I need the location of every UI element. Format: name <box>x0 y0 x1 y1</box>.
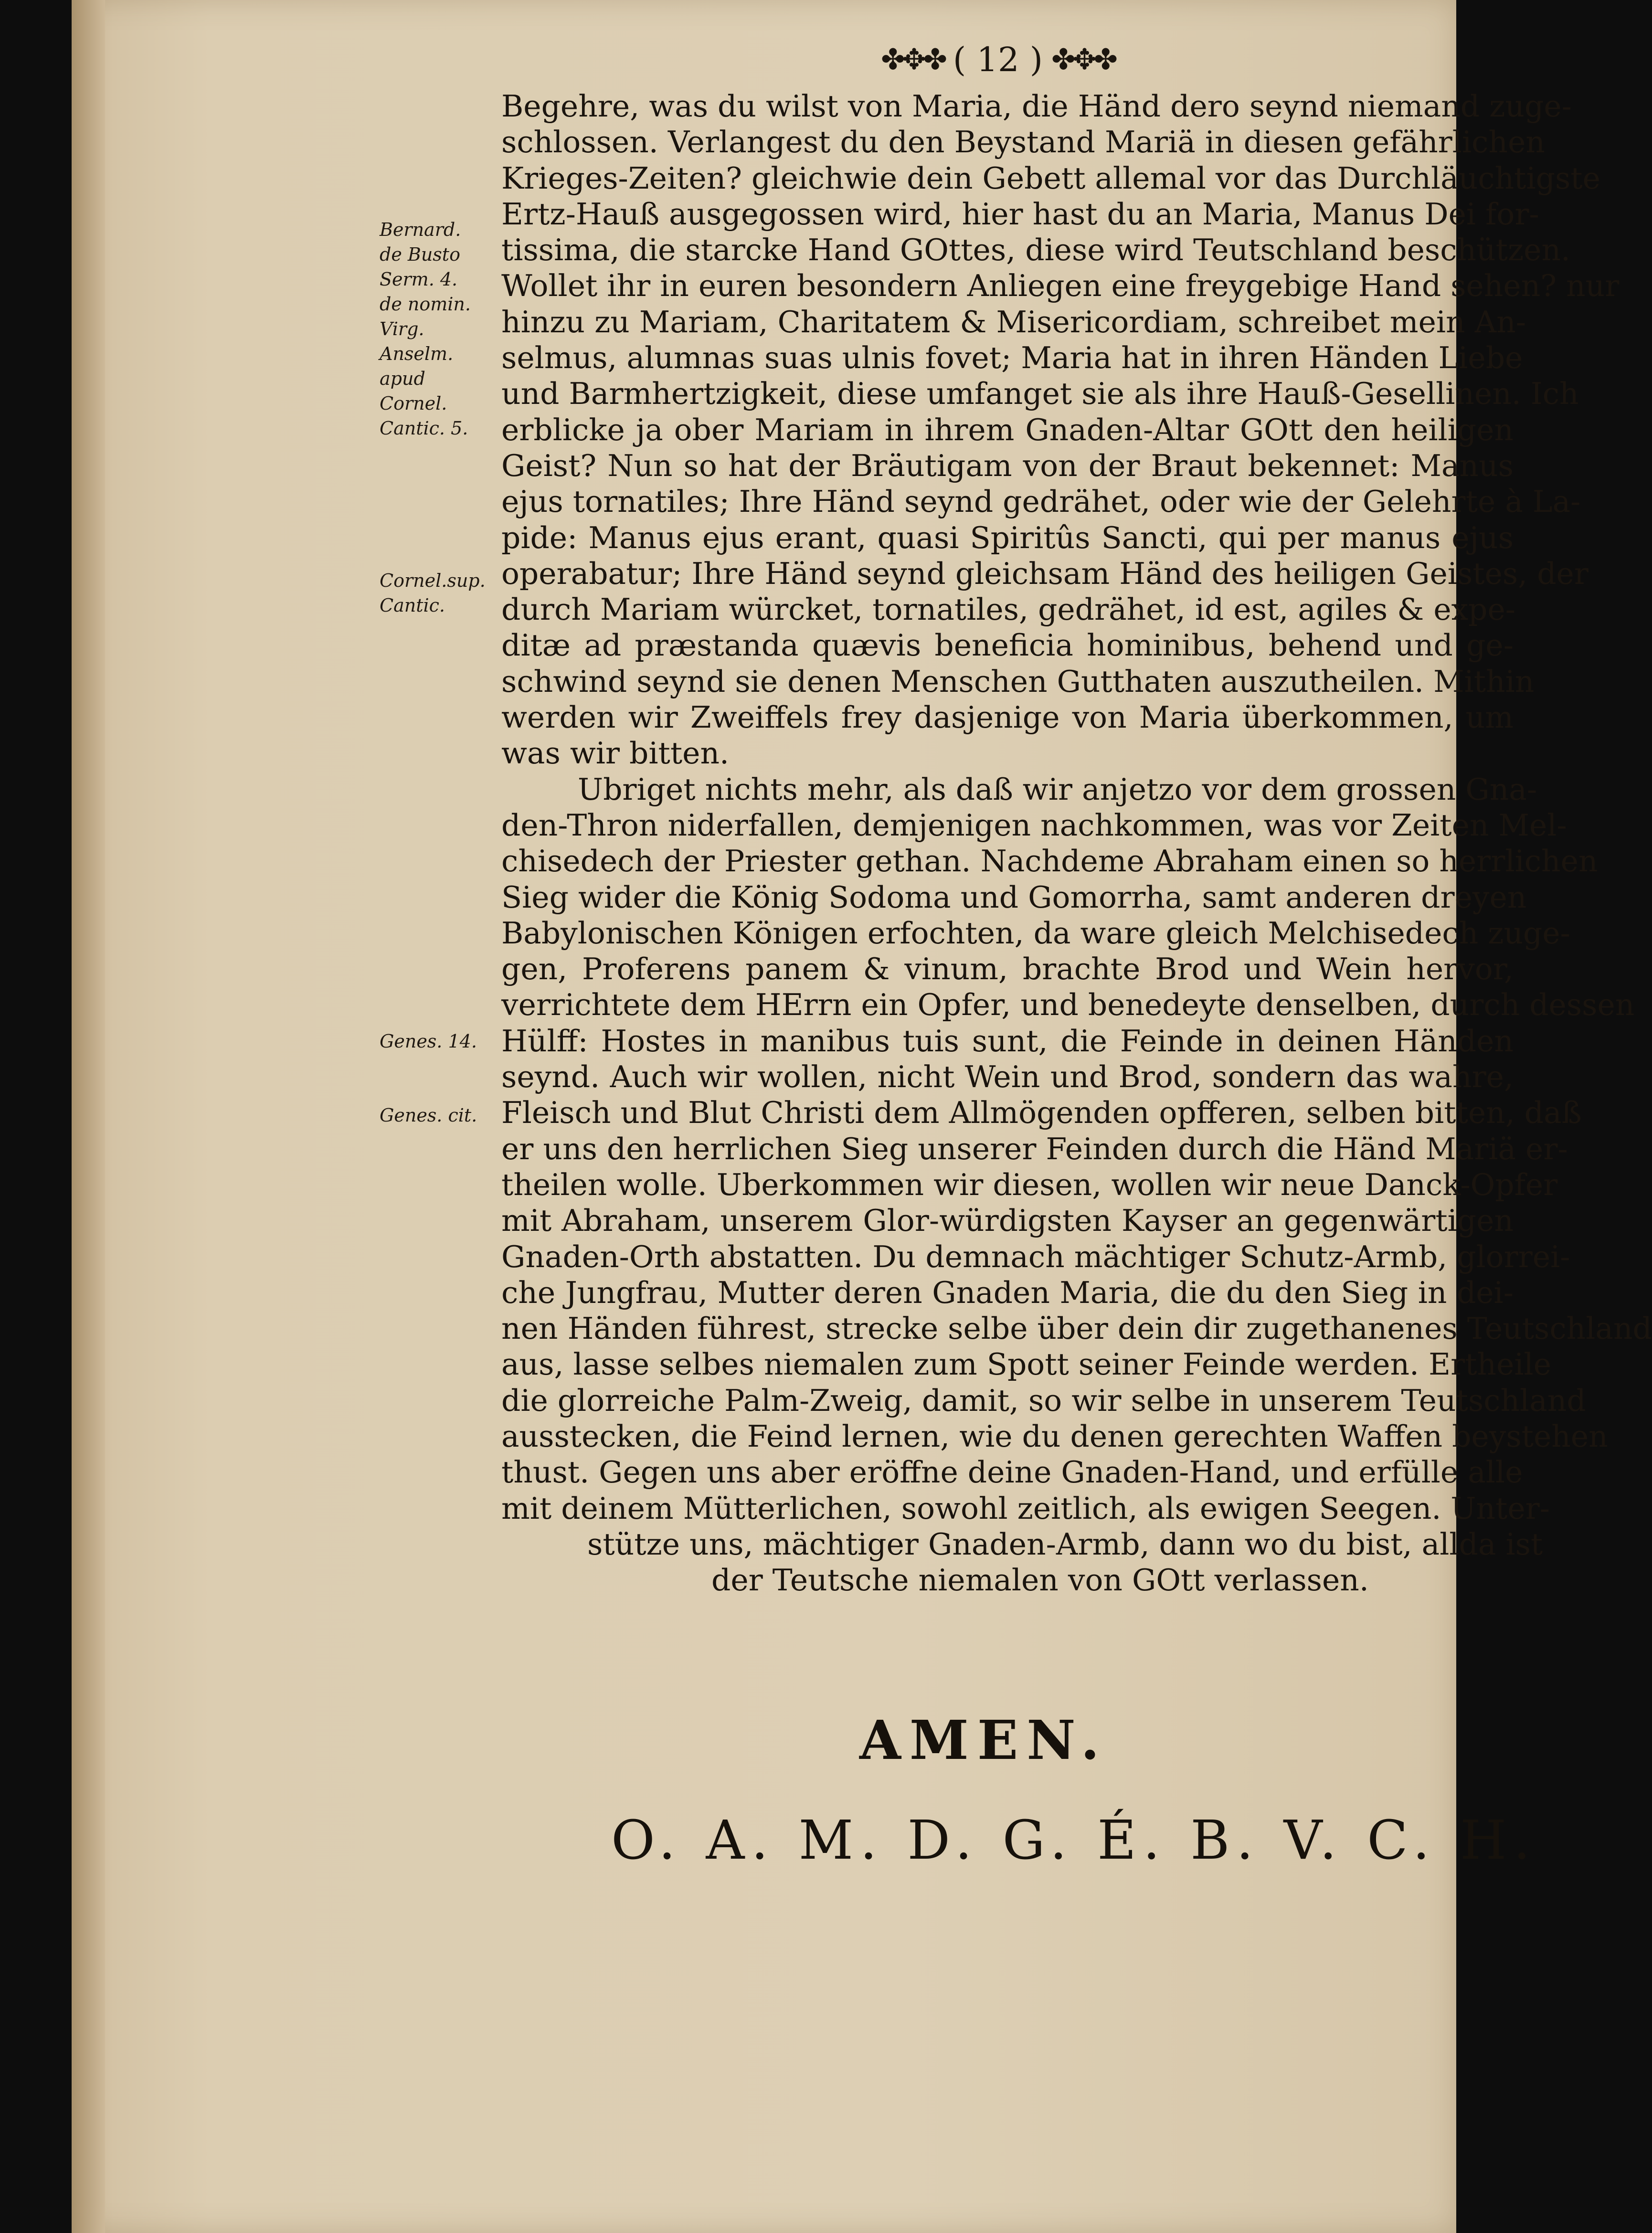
text-line: mit Abraham, unserem Glor-würdigsten Kayser an gegenwärtigen <box>501 1203 1514 1238</box>
margin-note: apud <box>380 368 425 389</box>
margin-note: Virg. <box>380 318 424 339</box>
text-line: Gnaden-Orth abstatten. Du demnach mächtiger Schutz-Armb, glorrei- <box>501 1239 1570 1274</box>
margin-notes-4 <box>380 1103 499 1128</box>
text-line: pide: Manus ejus erant, quasi Spiritûs Sancti, qui per manus ejus <box>501 520 1514 555</box>
margin-notes-1 <box>380 217 499 441</box>
text-line: werden wir Zweiffels frey dasjenige von Maria überkommen, um <box>501 700 1514 735</box>
closing-motto: O. A. M. D. G. É. B. V. C. H. <box>611 1810 1537 1872</box>
amen-heading: AMEN. <box>859 1709 1108 1772</box>
margin-note: de Busto <box>380 244 460 265</box>
paragraph-start-line: Ubriget nichts mehr, als daß wir anjetzo vor dem grossen Gna- <box>578 772 1537 807</box>
text-line: den-Thron niderfallen, demjenigen nachkommen, was vor Zeiten Mel- <box>501 807 1567 843</box>
text-line: was wir bitten. <box>501 736 730 771</box>
body-text <box>501 88 1652 1598</box>
text-line: gen, Proferens panem & vinum, brachte Brod und Wein hervor, <box>501 952 1514 987</box>
text-line: Sieg wider die König Sodoma und Gomorrha, samt anderen dreyen <box>501 879 1527 915</box>
text-line: stütze uns, mächtiger Gnaden-Armb, dann wo du bist, allda ist <box>587 1526 1543 1562</box>
text-line: durch Mariam würcket, tornatiles, gedrähet, id est, agiles & expe- <box>501 592 1516 627</box>
margin-note: Cantic. <box>380 595 445 616</box>
margin-note: Genes. 14. <box>380 1031 477 1052</box>
text-line: operabatur; Ihre Händ seynd gleichsam Händ des heiligen Geistes, der <box>501 556 1588 591</box>
text-line: aus, lasse selbes niemalen zum Spott seiner Feinde werden. Ertheile <box>501 1347 1551 1382</box>
book-page <box>72 0 1652 2233</box>
text-line: thust. Gegen uns aber eröffne deine Gnaden-Hand, und erfülle alle <box>501 1455 1523 1490</box>
margin-note: Genes. cit. <box>380 1105 477 1126</box>
text-line: nen Händen führest, strecke selbe über dein dir zugethanenes Teutschland <box>501 1311 1652 1346</box>
text-line: ditæ ad præstanda quævis beneficia hominibus, behend und ge- <box>501 628 1514 663</box>
text-line: mit deinem Mütterlichen, sowohl zeitlich, als ewigen Seegen. Unter- <box>501 1491 1550 1526</box>
text-line: erblicke ja ober Mariam in ihrem Gnaden-Altar GOtt den heiligen <box>501 412 1514 447</box>
page-header <box>826 38 1170 81</box>
margin-note: Cornel. <box>380 393 447 414</box>
text-line: er uns den herrlichen Sieg unserer Feinden durch die Händ Mariä er- <box>501 1131 1568 1166</box>
text-line: ausstecken, die Feind lernen, wie du denen gerechten Waffen beystehen <box>501 1418 1608 1454</box>
text-line: ejus tornatiles; Ihre Händ seynd gedrähet, oder wie der Gelehrte à La- <box>501 484 1581 519</box>
margin-note: Cantic. 5. <box>380 418 468 439</box>
text-line: schlossen. Verlangest du den Beystand Mariä in diesen gefährlichen <box>501 125 1545 160</box>
text-line: hinzu zu Mariam, Charitatem & Misericordiam, schreibet mein An- <box>501 304 1526 339</box>
text-line: Wollet ihr in euren besondern Anliegen eine freygebige Hand sehen? nur <box>501 268 1620 304</box>
text-line: chisedech der Priester gethan. Nachdeme Abraham einen so herrlichen <box>501 844 1598 879</box>
text-line: Ertz-Hauß ausgegossen wird, hier hast du an Maria, Manus Dei for- <box>501 196 1539 232</box>
margin-note: de nomin. <box>380 294 471 315</box>
text-line: seynd. Auch wir wollen, nicht Wein und Brod, sondern das wahre, <box>501 1059 1514 1095</box>
text-line: selmus, alumnas suas ulnis fovet; Maria hat in ihren Händen Liebe <box>501 340 1523 376</box>
margin-note: Serm. 4. <box>380 269 458 290</box>
left-ornament: ✤✥✤ <box>881 43 944 76</box>
text-line: che Jungfrau, Mutter deren Gnaden Maria, die du den Sieg in dei- <box>501 1275 1514 1310</box>
text-line: theilen wolle. Uberkommen wir diesen, wollen wir neue Danck-Opfer <box>501 1167 1558 1202</box>
text-line: Fleisch und Blut Christi dem Allmögenden opfferen, selben bitten, daß <box>501 1095 1582 1131</box>
text-line: Begehre, was du wilst von Maria, die Händ dero seynd niemand zuge- <box>501 89 1572 124</box>
text-line: Geist? Nun so hat der Bräutigam von der Braut bekennet: Manus <box>501 448 1514 483</box>
margin-notes-2 <box>380 568 499 618</box>
margin-note: Cornel.sup. <box>380 570 486 591</box>
text-line: tissima, die starcke Hand GOttes, diese wird Teutschland beschützen. <box>501 233 1571 268</box>
margin-note: Anselm. <box>380 343 454 364</box>
text-line: und Barmhertzigkeit, diese umfanget sie als ihre Hauß-Gesellinen. Ich <box>501 376 1579 412</box>
text-line: Babylonischen Königen erfochten, da ware gleich Melchisedech zuge- <box>501 915 1570 951</box>
text-line: schwind seynd sie denen Menschen Gutthaten auszutheilen. Mithin <box>501 664 1535 699</box>
text-line: verrichtete dem HErrn ein Opfer, und benedeyte denselben, durch dessen <box>501 987 1635 1023</box>
text-line: Hülff: Hostes in manibus tuis sunt, die Feinde in deinen Händen <box>501 1023 1514 1058</box>
text-line: Krieges-Zeiten? gleichwie dein Gebett allemal vor das Durchläuchtigste <box>501 160 1600 196</box>
page-gutter <box>72 0 105 2233</box>
text-line: die glorreiche Palm-Zweig, damit, so wir selbe in unserem Teutschland <box>501 1383 1586 1418</box>
page-number: ( 12 ) <box>953 40 1043 79</box>
margin-notes-3 <box>380 1029 499 1054</box>
text-line: der Teutsche niemalen von GOtt verlassen. <box>711 1563 1369 1598</box>
right-ornament: ✤✥✤ <box>1051 43 1115 76</box>
margin-note: Bernard. <box>380 219 461 240</box>
